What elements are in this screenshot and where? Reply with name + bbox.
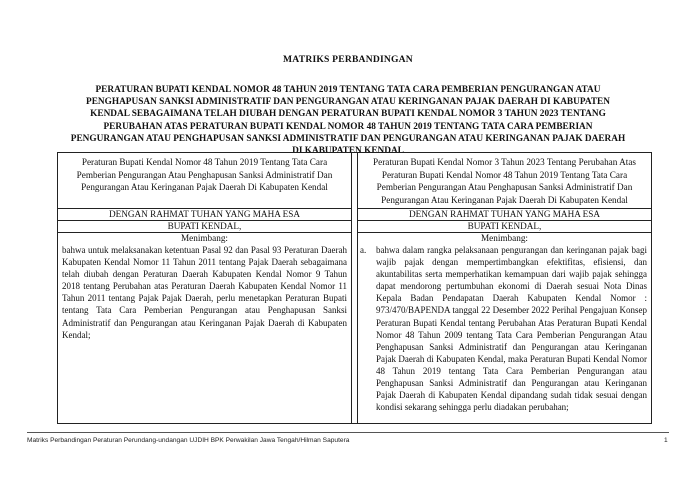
comparison-table xyxy=(57,152,652,424)
right-considering-label: Menimbang: xyxy=(481,233,528,243)
right-considering-text: bahwa dalam rangka pelaksanaan pengurangan dan keringanan pajak bagi wajib pajak dengan mempertimbangkan efektifitas, efisiensi, dan akuntabilitas serta memperhatikan kemampuan dari wajib pajak sehingga dapat mendorong pertumbuhan ekonomi di Daerah sesuai Nota Dinas Kepala Badan Pendapatan Daerah Kabupaten Kendal Nomor : 973/470/BAPENDA tanggal 22 Desember 2022 Perihal Pengajuan Konsep Peraturan Bupati Kendal tentang Perubahan Atas Peraturan Bupati Kendal Nomor 48 Tahun 2009 tentang Tata Cara Pemberian Pengurangan Atau Penghapusan Sanksi Administratif dan Pengurangan atau Keringanan Pajak Daerah di Kabupaten Kendal, maka Peraturan Bupati Kendal Nomor 48 Tahun 2019 tentang Tata Cara Pemberian Pengurangan atau Penghapusan Sanksi Administratif dan Pengurangan atau Keringanan Pajak Daerah di Kabupaten Kendal dipandang sudah tidak sesuai dengan kondisi sekarang sehingga perlu diadakan perubahan; xyxy=(376,245,647,413)
right-column xyxy=(357,153,651,423)
page-number: 1 xyxy=(664,437,668,444)
right-official-title: BUPATI KENDAL, xyxy=(358,221,651,233)
left-considering-label: Menimbang: xyxy=(181,233,228,243)
item-marker: a. xyxy=(360,245,367,255)
left-official-title: BUPATI KENDAL, xyxy=(58,221,351,233)
footer-divider xyxy=(27,432,669,433)
left-column xyxy=(58,153,351,423)
left-considering-text: bahwa untuk melaksanakan ketentuan Pasal 92 dan Pasal 93 Peraturan Daerah Kabupaten Kendal Nomor 11 Tahun 2011 tentang Pajak Daerah sebagaimana telah diubah dengan Peraturan Daerah Kabupaten Kendal Nomor 9 Tahun 2018 tentang Perubahan atas Peraturan Daerah Kabupaten Kendal Nomor 11 Tahun 2011 tentang Pajak Pajak Daerah, perlu menetapkan Peraturan Bupati tentang Tata Cara Pemberian Pengurangan atau Penghapusan Sanksi Administratif dan Pengurangan atau Keringanan Pajak Daerah di Kabupaten Kendal; xyxy=(62,245,347,340)
right-considering-item xyxy=(358,244,651,413)
right-preamble: DENGAN RAHMAT TUHAN YANG MAHA ESA xyxy=(358,209,651,221)
footer-text: Matriks Perbandingan Peraturan Perundang-undangan UJDIH BPK Perwakilan Jawa Tengah/Hilman Saputera xyxy=(27,437,350,444)
left-preamble: DENGAN RAHMAT TUHAN YANG MAHA ESA xyxy=(58,209,351,221)
left-column-header: Peraturan Bupati Kendal Nomor 48 Tahun 2019 Tentang Tata Cara Pemberian Pengurangan Atau Penghapusan Sanksi Administratif Dan Pengurangan Atau Keringanan Pajak Daerah Di Kabupaten Kendal xyxy=(58,153,351,209)
right-column-header: Peraturan Bupati Kendal Nomor 3 Tahun 2023 Tentang Perubahan Atas Peraturan Bupati Kendal Nomor 48 Tahun 2019 Tentang Tata Cara Pemberian Pengurangan Atau Penghapusan Sanksi Administratif Dan Pengurangan Atau Keringanan Pajak Daerah Di Kabupaten Kendal xyxy=(358,153,651,209)
document-title: MATRIKS PERBANDINGAN xyxy=(283,54,413,65)
regulation-heading: PERATURAN BUPATI KENDAL NOMOR 48 TAHUN 2019 TENTANG TATA CARA PEMBERIAN PENGURANGAN ATAU PENGHAPUSAN SANKSI ADMINISTRATIF DAN PENGURANGAN ATAU KERINGANAN PAJAK DAERAH DI KABUPATEN KENDAL SEBAGAIMANA TELAH DIUBAH DENGAN PERATURAN BUPATI KENDAL NOMOR 3 TAHUN 2023 TENTANG PERUBAHAN ATAS PERATURAN BUPATI KENDAL NOMOR 48 TAHUN 2019 TENTANG TATA CARA PEMBERIAN PENGURANGAN ATAU PENGHAPUSAN SANKSI ADMINISTRATIF DAN PENGURANGAN ATAU KERINGANAN PAJAK DAERAH DI KABUPATEN KENDAL xyxy=(70,85,626,157)
